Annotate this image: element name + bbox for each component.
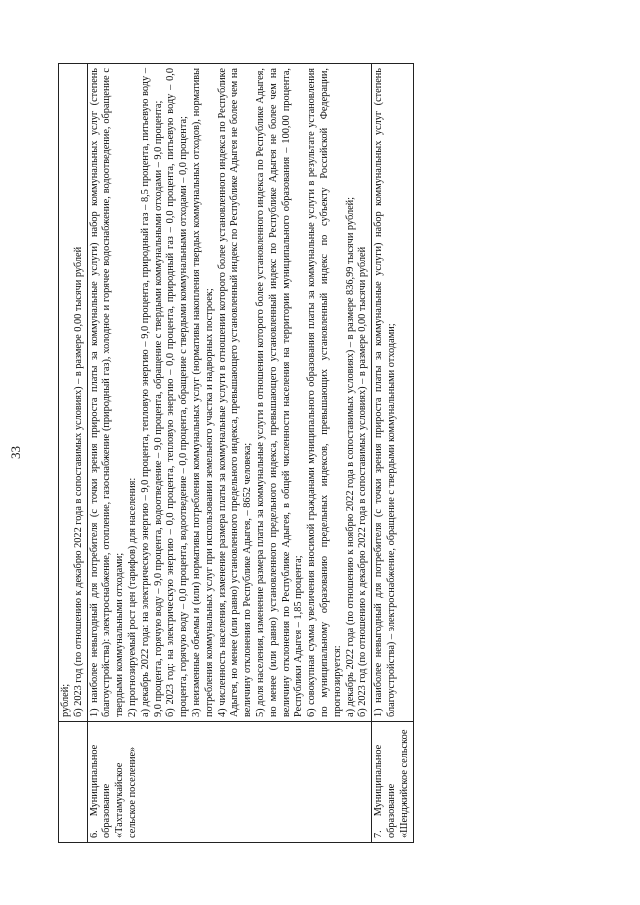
table-row: [87, 64, 372, 843]
municipality-cell: [87, 722, 372, 843]
description-cell: [87, 64, 372, 722]
row-number: 6.: [88, 830, 100, 838]
page-number: 33: [8, 446, 23, 459]
municipality-name: Муниципальное образование «Шенджийское сельское: [373, 729, 410, 838]
municipality-cell: [59, 722, 88, 843]
text-line: 1) наиболее невыгодный для потребителя (с точки зрения прироста платы за коммунальные услуги) набор коммунальных услуг (степень благоустройства) – электроснабжение, обращение с твердыми коммунальными отходами;: [373, 68, 397, 717]
text-line: 6) совокупная сумма увеличения вносимой гражданами муниципального образования платы за коммунальные услуги в результате установления по муниципальному образованию предельных индексов, превышающих установленный индекс по субъекту Российской Федерации, прогнозируется:: [306, 68, 343, 717]
text-line: б) 2023 год (по отношению к декабрю 2022 года в сопоставимых условиях) – в размере 0,00 тысячи рублей: [357, 246, 369, 717]
table-row: [59, 64, 88, 843]
text-line: 1) наиболее невыгодный для потребителя (с точки зрения прироста платы за коммунальные услуги) набор коммунальных услуг (степень благоустройства): электроснабжение, отопление, газоснабжение (природный газ), холодное и горячее водоснабжение, водоотведение, обращение с твердыми коммунальными отходами;: [88, 68, 126, 717]
text-line: а) декабрь 2022 года: на электрическую энергию – 9,0 процента, тепловую энергию – 9,0 процента, природный газ – 8,5 процента, питьевую воду – 9,0 процента, горячую воду – 9,0 процента, водоотведение – 9,0 процента, обращение с твердыми коммунальными отходами – 9,0 процента;: [139, 68, 164, 717]
text-line: б) 2023 год: на электрическую энергию – 0,0 процента, тепловую энергию – 0,0 процента, природный газ – 0,0 процента, питьевую воду – 0,0 процента, горячую воду – 0,0 процента, водоотведение – 0,0 процента, обращение с твердыми коммунальными отходами – 0,0 процента;: [165, 68, 190, 717]
municipality-cell: [372, 722, 413, 843]
forecast-table: [58, 63, 414, 843]
table-row: [372, 64, 413, 843]
text-line: 4) численность населения, изменение размера платы за коммунальные услуги в отношении которого более установленного индекса по Республике Адыгея, но менее (или равно) установленного предельного индекса, превышающего установленный индекс по Республике Адыгея не более чем на величину отклонения по Республике Адыгея, – 8652 человека;: [216, 68, 254, 717]
text-line: б) 2023 год (по отношению к декабрю 2022 года в сопоставимых условиях) – в размере 0,00 тысячи рублей: [72, 246, 84, 717]
row-number: 7.: [373, 830, 385, 838]
text-line: 5) доля населения, изменение размера платы за коммунальные услуги в отношении которого более установленного индекса по Республике Адыгея, но менее (или равно) установленного предельного индекса, превышающего установленный индекс по Республике Адыгея не более чем на величину отклонения по Республике Адыгея, в общей численности населения на территории муниципального образования – 100,00 процента, Республики Адыгея – 1,85 процента;: [254, 68, 305, 717]
text-line: 3) неизменные объемы и (или) нормативы потребления коммунальных услуг (нормативы накопления твердых коммунальных отходов), нормативы потребления коммунальных услуг при использовании земельного участка и надворных построек;: [190, 68, 215, 717]
description-cell: [372, 64, 413, 722]
text-line: рублей;: [60, 683, 71, 717]
municipality-name: Муниципальное образование «Тахтамукайское сельское поселение»: [88, 744, 138, 838]
description-cell: [59, 64, 88, 722]
text-line: а) декабрь 2022 года (по отношению к ноябрю 2022 года в сопоставимых условиях) – в размере 836,99 тысячи рублей;: [344, 196, 356, 717]
text-line: 2) прогнозируемый рост цен (тарифов) для населения:: [126, 477, 138, 717]
